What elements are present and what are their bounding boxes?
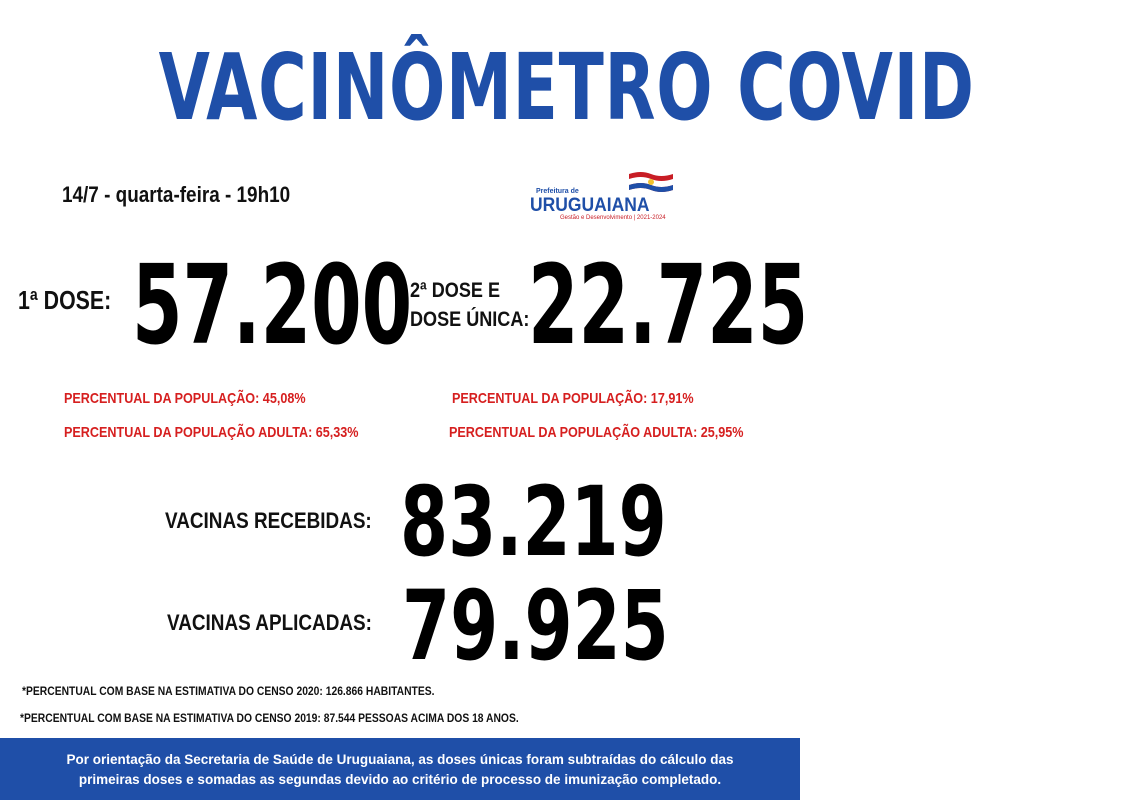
page-title: VACINÔMETRO COVID [158,34,975,141]
date-time: 14/7 - quarta-feira - 19h10 [62,182,291,207]
notice-line-2: primeiras doses e somadas as segundas devido ao critério de processo de imunização completado. [78,772,722,787]
first-dose-value: 57.200 [132,241,413,369]
logo-name: URUGUAIANA [530,195,650,216]
first-dose-pct-population: PERCENTUAL DA POPULAÇÃO: 45,08% [64,390,306,407]
second-dose-pct-adult: PERCENTUAL DA POPULAÇÃO ADULTA: 25,95% [449,424,744,441]
second-dose-label: 2ª DOSE E DOSE ÚNICA: [410,279,530,331]
flag-icon [627,170,675,194]
vaccines-applied-label: VACINAS APLICADAS: [167,610,372,635]
notice-line-1: Por orientação da Secretaria de Saúde de Uruguaiana, as doses únicas foram subtraídas do cálculo das [66,752,734,767]
vaccines-received-value: 83.219 [400,466,667,578]
logo-tagline: Gestão e Desenvolvimento | 2021-2024 [560,215,666,221]
vaccines-applied-value: 79.925 [402,570,669,682]
notice-banner [0,738,800,800]
second-dose-pct-population: PERCENTUAL DA POPULAÇÃO: 17,91% [452,390,694,407]
first-dose-pct-adult: PERCENTUAL DA POPULAÇÃO ADULTA: 65,33% [64,424,359,441]
uruguaiana-logo [530,170,690,230]
second-dose-value: 22.725 [528,241,809,369]
logo-prefix: Prefeitura de [536,188,579,195]
vaccines-received-label: VACINAS RECEBIDAS: [165,508,372,533]
footnote-census-2020: *PERCENTUAL COM BASE NA ESTIMATIVA DO CENSO 2020: 126.866 HABITANTES. [22,684,435,698]
footnote-census-2019: *PERCENTUAL COM BASE NA ESTIMATIVA DO CENSO 2019: 87.544 PESSOAS ACIMA DOS 18 ANOS. [20,711,519,725]
first-dose-label: 1ª DOSE: [18,285,112,315]
